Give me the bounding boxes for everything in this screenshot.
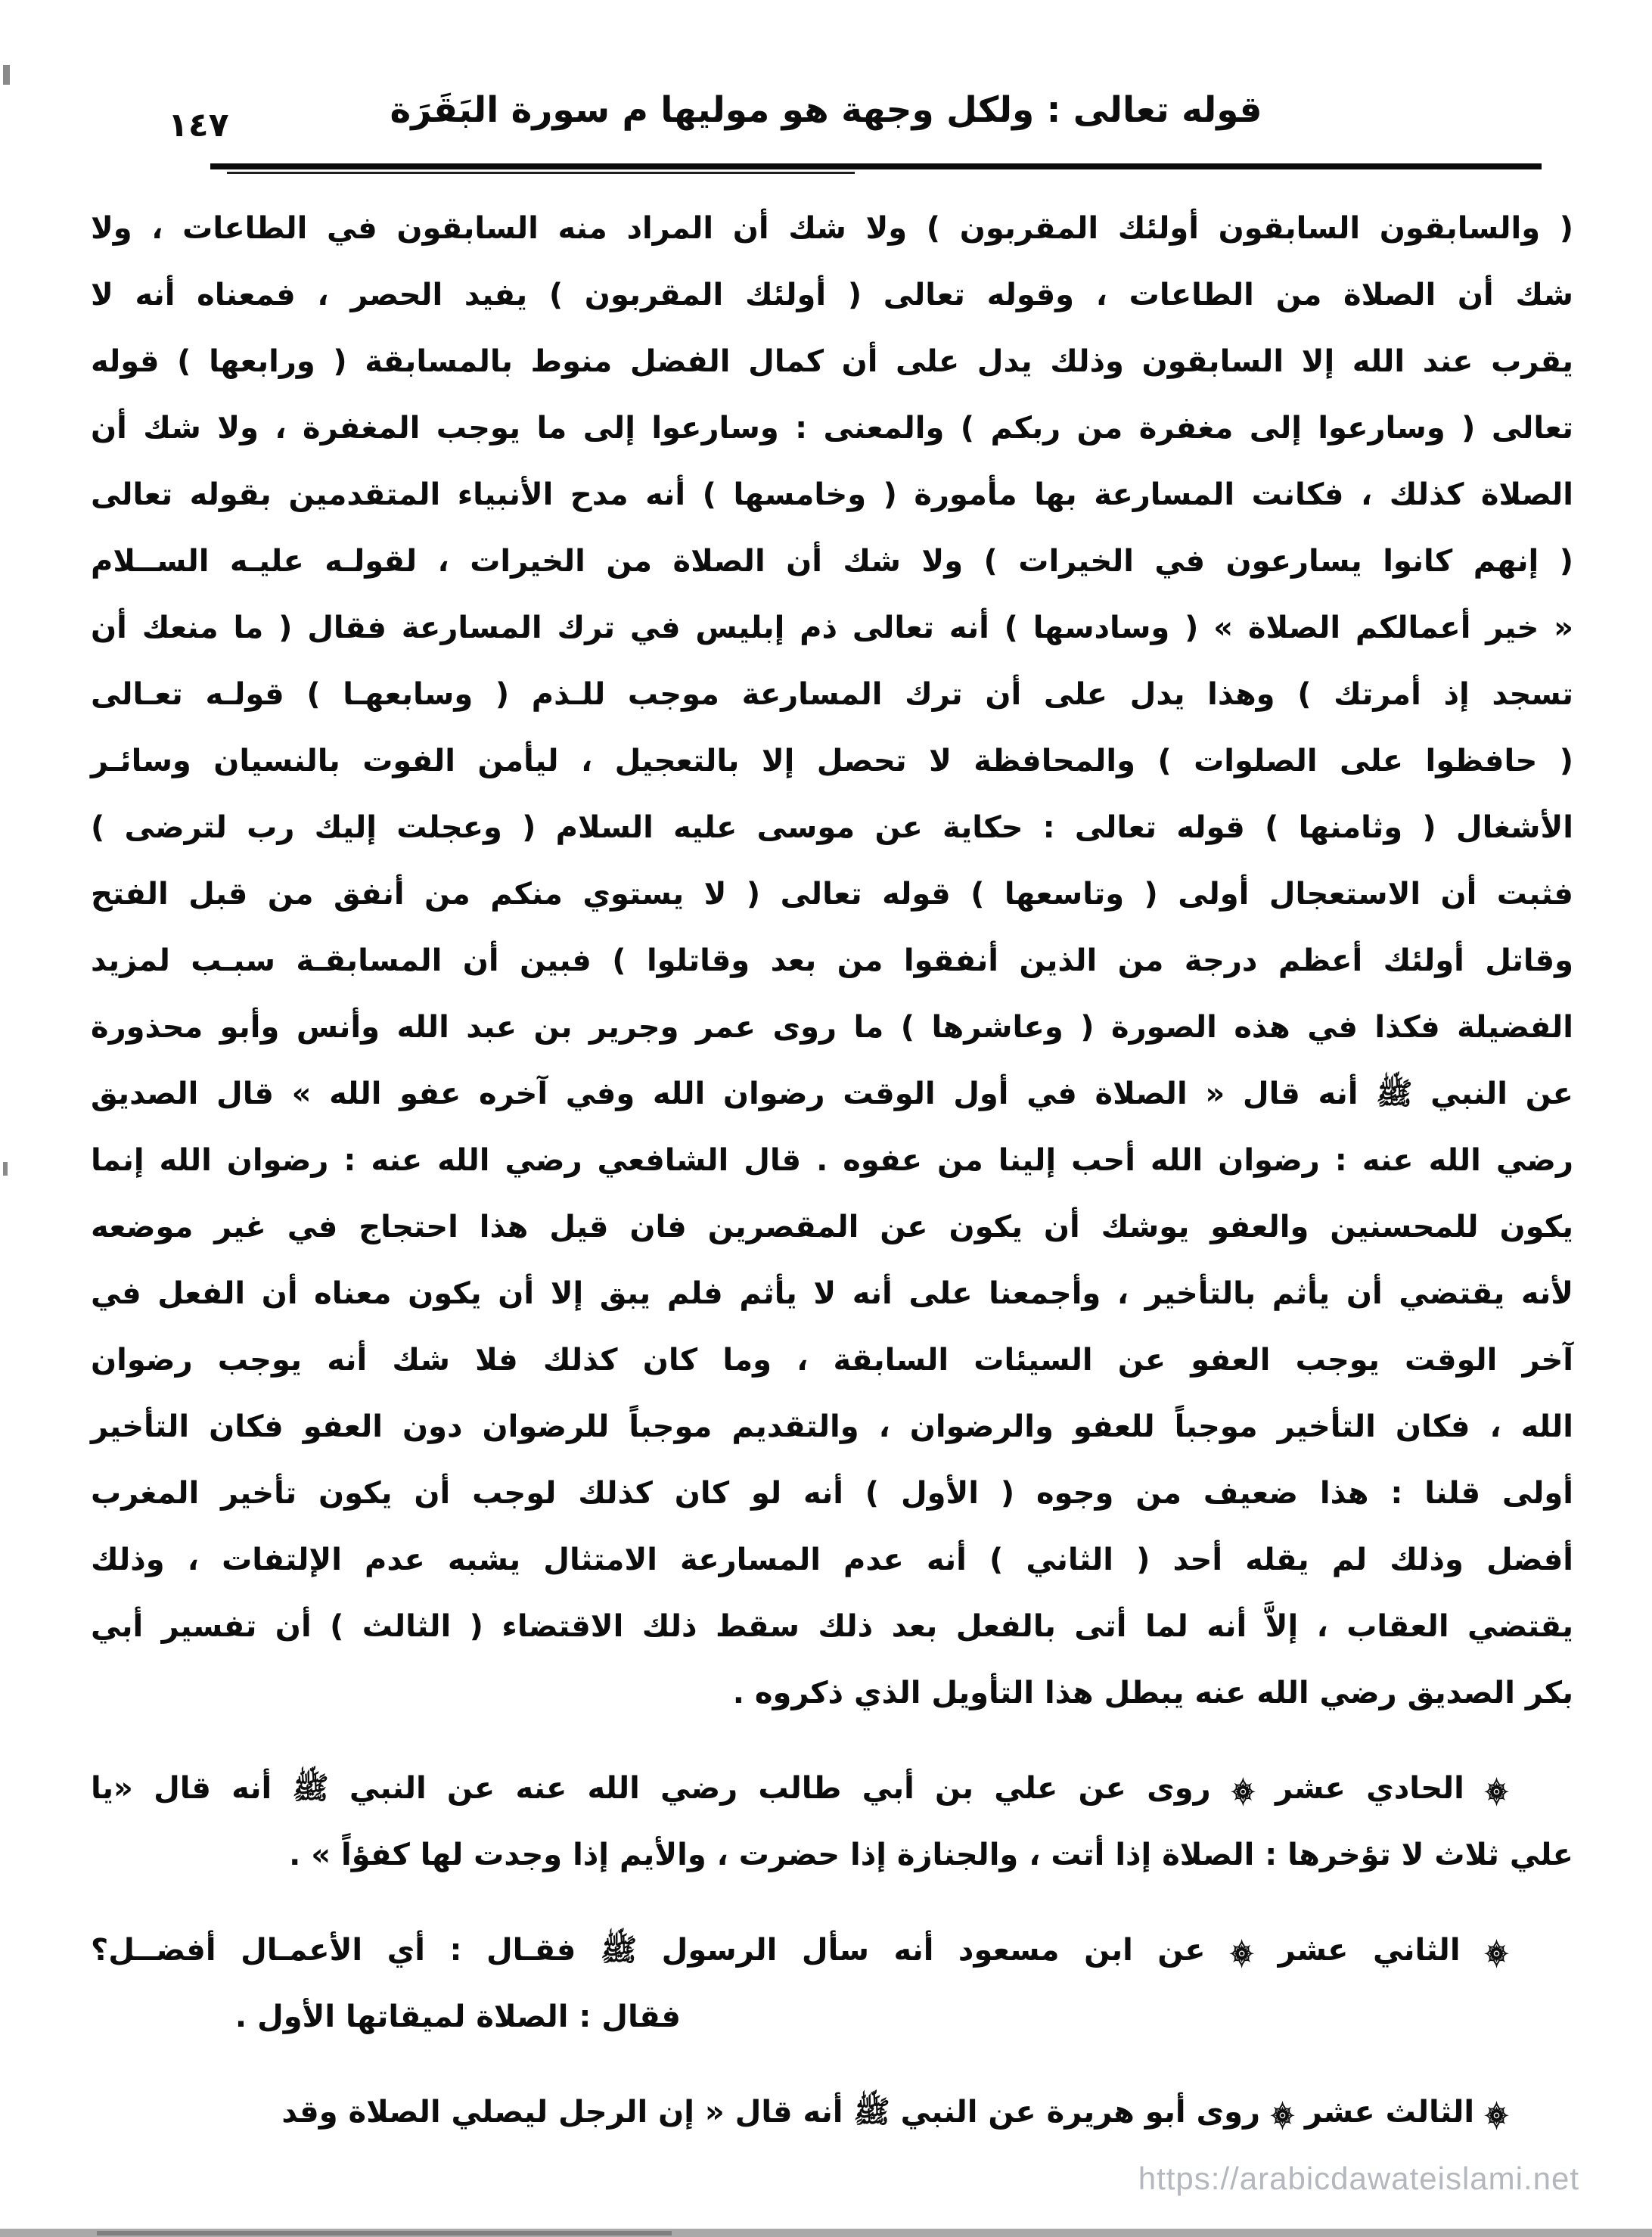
text-line: رضي الله عنه : رضوان الله أحب إلينا من عفوه . قال الشافعي رضي الله عنه : رضوان الله إنما: [91, 1143, 1573, 1178]
text-line: ( حافظوا على الصلوات ) والمحافظة لا تحصل إلا بالتعجيل ، ليأمن الفوت بالنسيان وسائـر: [91, 744, 1573, 778]
text-line: الصلاة كذلك ، فكانت المسارعة بها مأمورة ( وخامسها ) أنه مدح الأنبياء المتقدمين بقوله تعالى: [91, 477, 1573, 512]
text-line: عن النبي ﷺ أنه قال « الصلاة في أول الوقت رضوان الله وفي آخره عفو الله » قال الصديق: [91, 1077, 1573, 1111]
text-line: تعالى ( وسارعوا إلى مغفرة من ربكم ) والمعنى : وسارعوا إلى ما يوجب المغفرة ، ولا شك أن: [91, 411, 1573, 446]
text-line: فثبت أن الاستعجال أولى ( وتاسعها ) قوله تعالى ( لا يستوي منكم من أنفق من قبل الفتح: [91, 877, 1573, 912]
section-thirteenth-line: ۞ الثالث عشر ۞ روى أبو هريرة عن النبي ﷺ أنه قال « إن الرجل ليصلي الصلاة وقد: [281, 2095, 1508, 2130]
text-line: ( إنهم كانوا يسارعون في الخيرات ) ولا شك أن الصلاة من الخيرات ، لقولـه عليـه الســلام: [91, 544, 1573, 579]
header-rule-shadow: [227, 172, 855, 174]
text-line: « خير أعمالكم الصلاة » ( وسادسها ) أنه تعالى ذم إبليس في ترك المسارعة فقال ( ما منعك أن: [91, 611, 1573, 645]
section-eleventh-line: علي ثلاث لا تؤخرها : الصلاة إذا أتت ، والجنازة إذا حضرت ، والأيم إذا وجدت لها كفؤاً » .: [289, 1838, 1573, 1872]
text-line: آخر الوقت يوجب العفو عن السيئات السابقة ، وما كان كذلك فلا شك أنه يوجب رضوان: [91, 1343, 1573, 1378]
text-line: شك أن الصلاة من الطاعات ، وقوله تعالى ( أولئك المقربون ) يفيد الحصر ، فمعناه أنه لا: [91, 278, 1573, 312]
page-header: [0, 83, 1652, 166]
text-line: يكون للمحسنين والعفو يوشك أن يكون عن المقصرين فان قيل هذا احتجاج في غير موضعه: [91, 1210, 1573, 1244]
text-line: يقتضي العقاب ، إلاَّ أنه لما أتى بالفعل بعد ذلك سقط ذلك الاقتضاء ( الثالث ) أن تفسير أبي: [91, 1609, 1573, 1644]
text-line: الفضيلة فكذا في هذه الصورة ( وعاشرها ) ما روى عمر وجرير بن عبد الله وأنس وأبو محذورة: [91, 1010, 1573, 1045]
page-title: قوله تعالى : ولكل وجهة هو موليها م سورة البَقَرَة: [390, 89, 1262, 131]
text-line: يقرب عند الله إلا السابقون وذلك يدل على أن كمال الفضل منوط بالمسابقة ( ورابعها ) قوله: [91, 344, 1573, 379]
text-line: تسجد إذ أمرتك ) وهذا يدل على أن ترك المسارعة موجب للـذم ( وسابعهـا ) قولـه تعـالى: [91, 677, 1573, 712]
text-line: بكر الصديق رضي الله عنه يبطل هذا التأويل الذي ذكروه .: [732, 1676, 1573, 1710]
watermark-url: https://arabicdawateislami.net: [1138, 2161, 1579, 2196]
section-twelfth-line: فقال : الصلاة لميقاتها الأول .: [234, 1999, 681, 2034]
text-line: أولى قلنا : هذا ضعيف من وجوه ( الأول ) أنه لو كان كذلك لوجب أن يكون تأخير المغرب: [91, 1476, 1573, 1511]
section-twelfth-line: ۞ الثاني عشر ۞ عن ابن مسعود أنه سأل الرسول ﷺ فقـال : أي الأعمـال أفضــل؟: [91, 1933, 1508, 1968]
text-line: لأنه يقتضي أن يأثم بالتأخير ، وأجمعنا على أنه لا يأثم فلم يبق إلا أن يكون معناه أن الفعل في: [91, 1276, 1573, 1311]
text-line: الله ، فكان التأخير موجباً للعفو والرضوان ، والتقديم موجباً للرضوان دون العفو فكان التأخير: [91, 1409, 1573, 1444]
header-rule: [210, 163, 1542, 169]
page-number: ١٤٧: [168, 106, 229, 144]
scan-speck: [3, 65, 10, 85]
text-line: الأشغال ( وثامنها ) قوله تعالى : حكاية عن موسى عليه السلام ( وعجلت إليك رب لترضى ): [91, 810, 1573, 845]
text-line: أفضل وذلك لم يقله أحد ( الثاني ) أنه عدم المسارعة الامتثال يشبه عدم الإلتفات ، وذلك: [91, 1543, 1573, 1577]
main-text-block: [91, 195, 1573, 2145]
text-line: ( والسابقون السابقون أولئك المقربون ) ولا شك أن المراد منه السابقون في الطاعات ، ولا: [91, 211, 1573, 246]
scan-edge-artifact-dark: [97, 2231, 672, 2235]
text-line: وقاتل أولئك أعظم درجة من الذين أنفقوا من بعد وقاتلوا ) فبين أن المسابقـة سبـب لمزيد: [91, 943, 1573, 978]
section-eleventh-line: ۞ الحادي عشر ۞ روى عن علي بن أبي طالب رضي الله عنه عن النبي ﷺ أنه قال «يا: [91, 1771, 1508, 1806]
scan-speck: [3, 1162, 8, 1176]
